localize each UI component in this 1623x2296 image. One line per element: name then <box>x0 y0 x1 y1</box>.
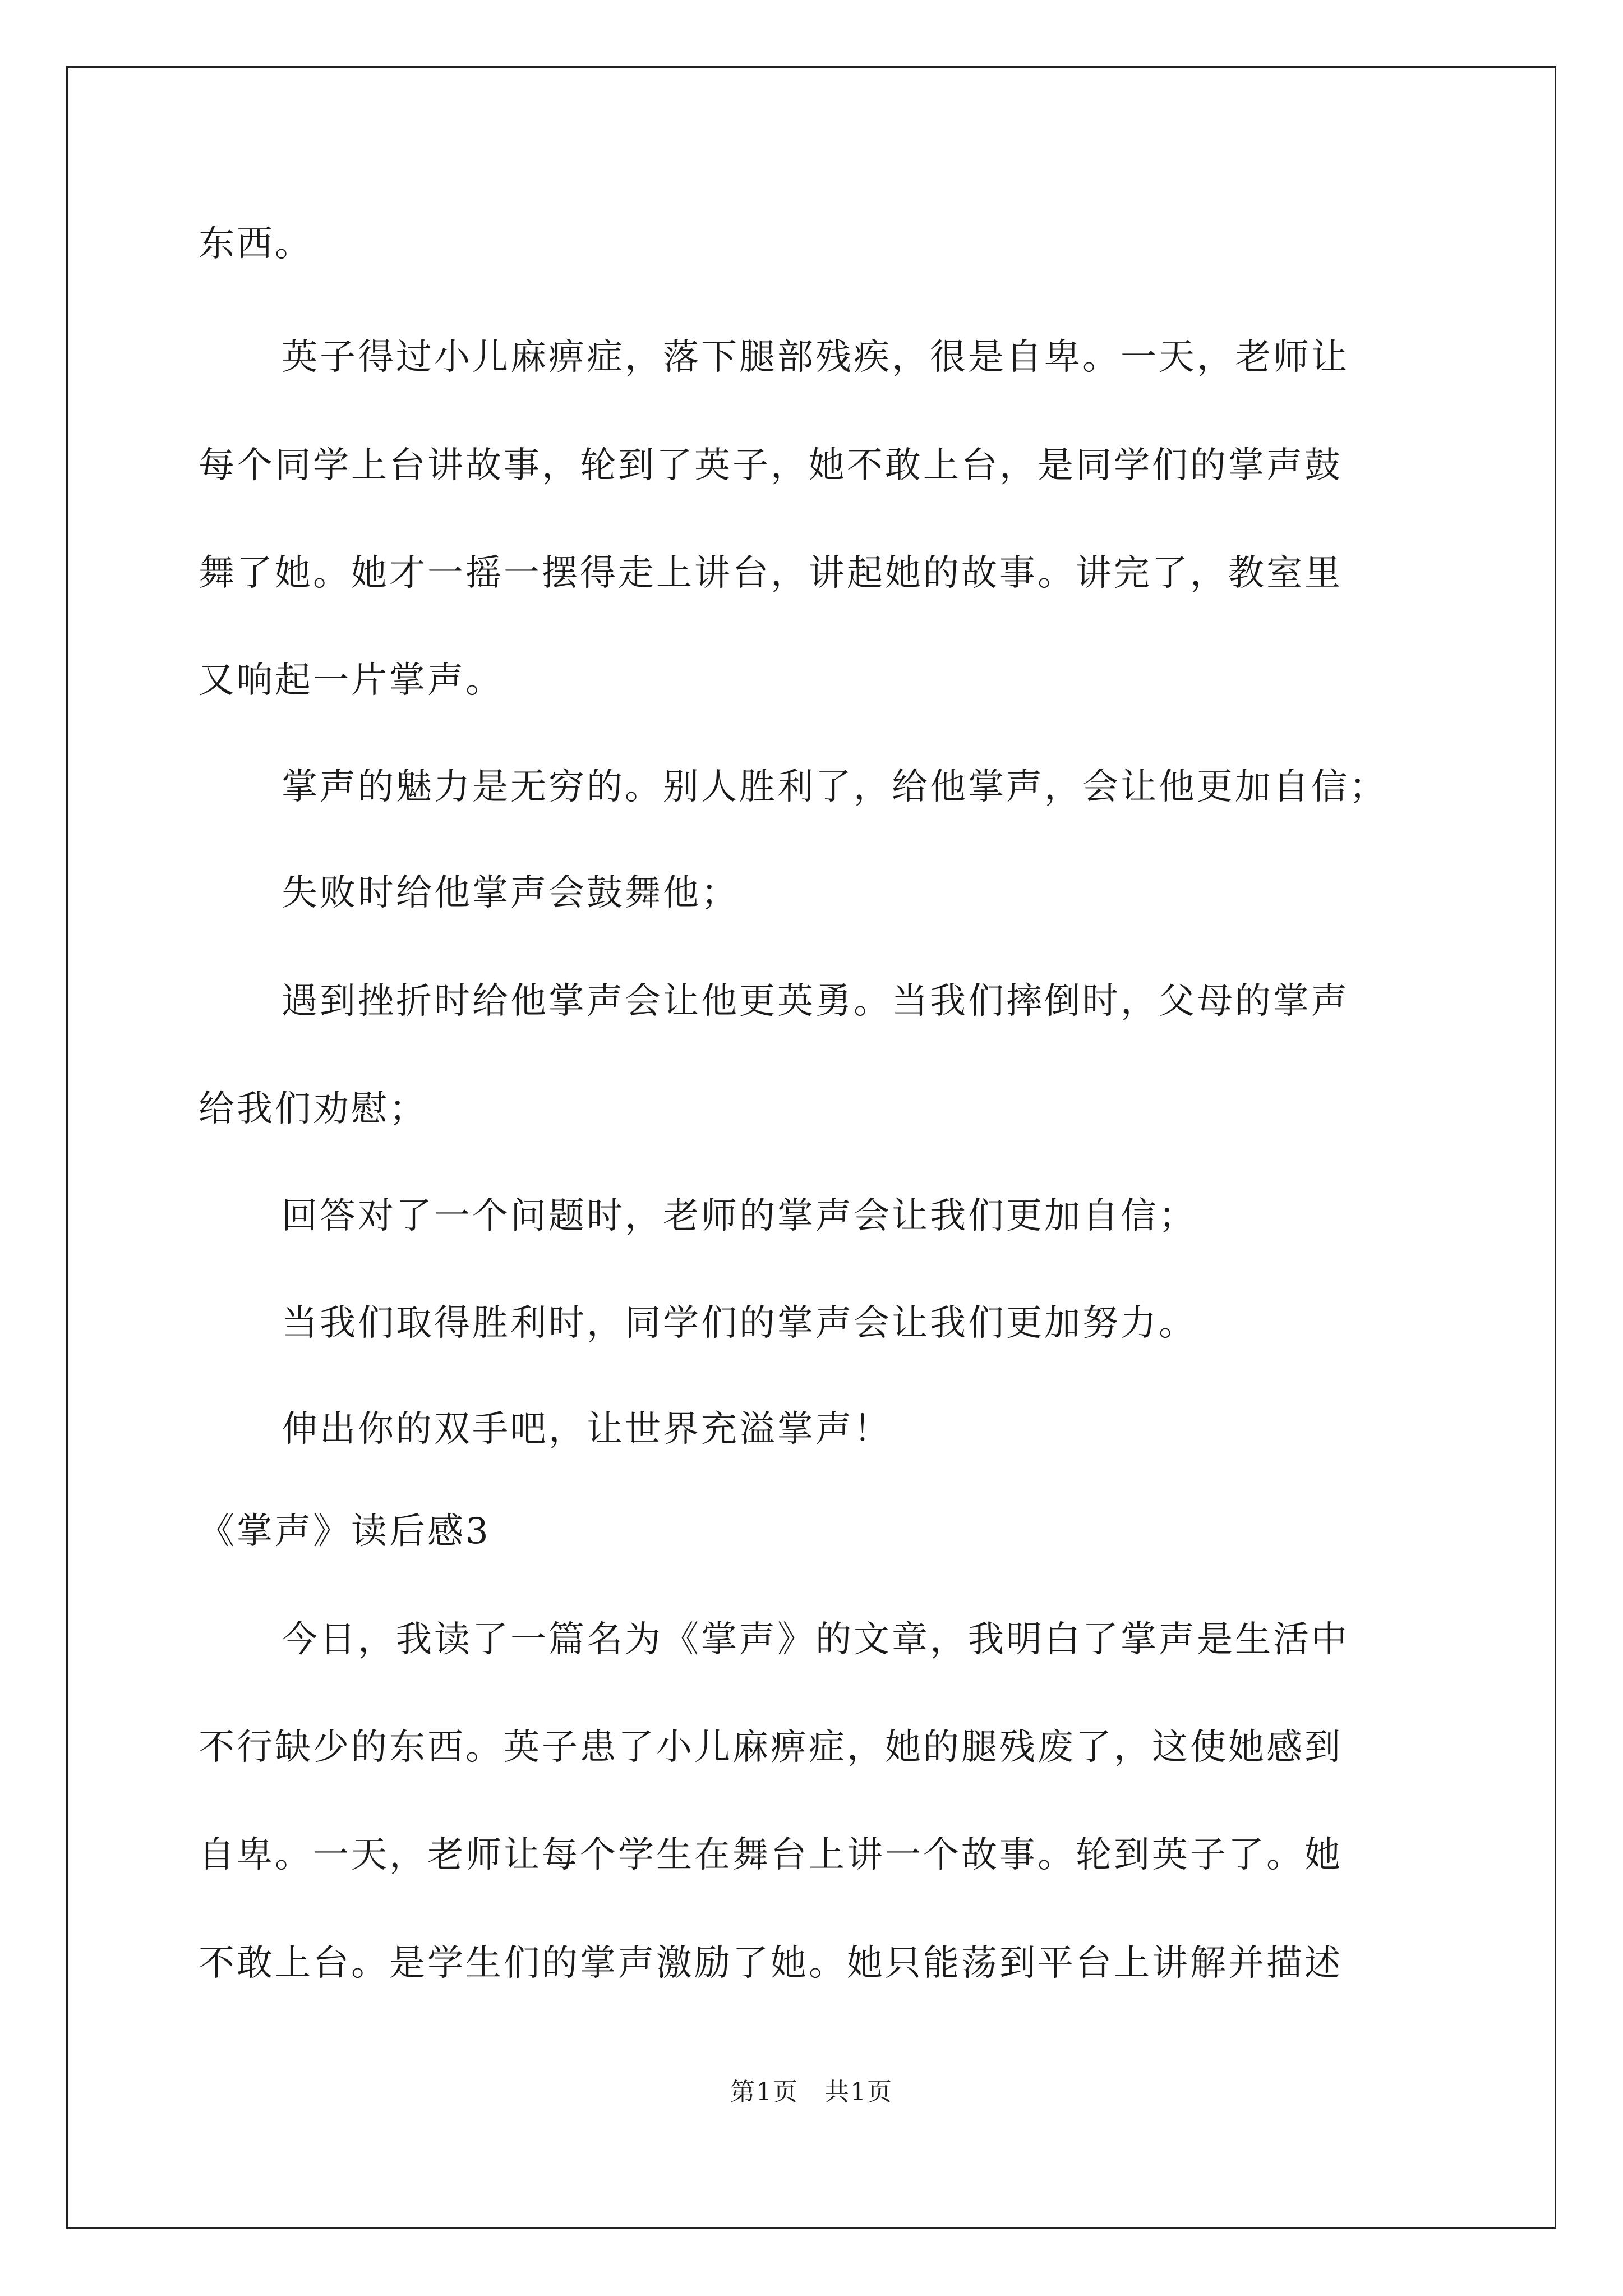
text-line: 不行缺少的东西。英子患了小儿麻痹症，她的腿残废了，这使她感到 <box>199 1727 1343 1768</box>
paragraph-line: 当我们取得胜利时，同学们的掌声会让我们更加努力。 <box>282 1303 1197 1344</box>
paragraph-line: 英子得过小儿麻痹症，落下腿部残疾，很是自卑。一天，老师让 <box>282 337 1349 378</box>
section-heading: 《掌声》读后感3 <box>199 1511 491 1552</box>
paragraph-line: 遇到挫折时给他掌声会让他更英勇。当我们摔倒时，父母的掌声 <box>282 981 1349 1022</box>
paragraph-line: 伸出你的双手吧，让世界充溢掌声！ <box>282 1409 892 1450</box>
page-border <box>66 66 1556 2229</box>
text-line: 舞了她。她才一摇一摆得走上讲台，讲起她的故事。讲完了，教室里 <box>199 553 1343 594</box>
text-line: 东西。 <box>199 223 313 265</box>
text-line: 又响起一片掌声。 <box>199 660 504 701</box>
paragraph-line: 今日，我读了一篇名为《掌声》的文章，我明白了掌声是生活中 <box>282 1619 1349 1660</box>
text-line: 自卑。一天，老师让每个学生在舞台上讲一个故事。轮到英子了。她 <box>199 1834 1343 1876</box>
paragraph-line: 失败时给他掌声会鼓舞他； <box>282 872 739 914</box>
text-line: 给我们劝慰； <box>199 1088 427 1130</box>
paragraph-line: 回答对了一个问题时，老师的掌声会让我们更加自信； <box>282 1195 1197 1237</box>
paragraph-line: 掌声的魅力是无穷的。别人胜利了，给他掌声，会让他更加自信； <box>282 766 1387 808</box>
page-footer: 第1页 共1页 <box>730 2078 893 2106</box>
text-line: 每个同学上台讲故事，轮到了英子，她不敢上台，是同学们的掌声鼓 <box>199 445 1343 486</box>
text-line: 不敢上台。是学生们的掌声激励了她。她只能荡到平台上讲解并描述 <box>199 1943 1343 1984</box>
